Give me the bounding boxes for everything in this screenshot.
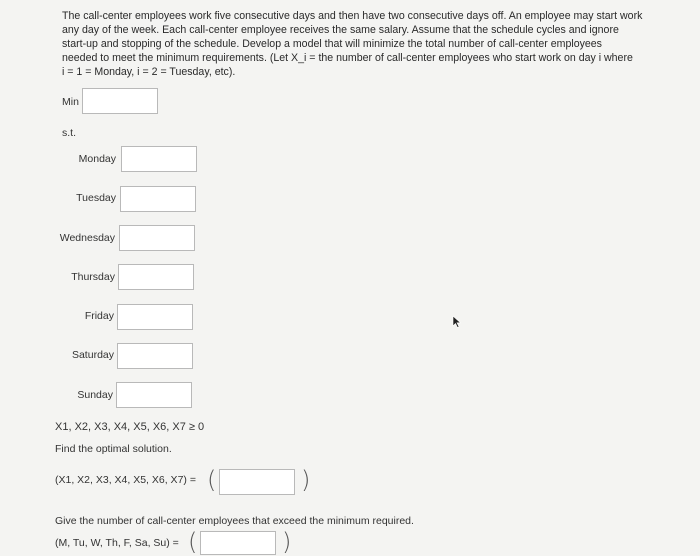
wednesday-constraint-input[interactable] [119, 225, 195, 251]
problem-statement [62, 10, 698, 80]
excess-employees-input[interactable] [200, 531, 276, 555]
excess-tuple-label: (M, Tu, W, Th, F, Sa, Su) = [55, 537, 179, 549]
left-paren-excess: ( [188, 528, 198, 556]
problem-line-5: i = 1 = Monday, i = 2 = Tuesday, etc). [62, 65, 236, 78]
excess-employees-prompt: Give the number of call-center employees that exceed the minimum required. [55, 515, 414, 527]
tuesday-label: Tuesday [76, 192, 116, 204]
saturday-label: Saturday [71, 349, 114, 361]
subject-to-label: s.t. [62, 127, 77, 139]
friday-label: Friday [84, 310, 114, 322]
sunday-constraint-input[interactable] [116, 382, 192, 408]
problem-line-4: needed to meet the minimum requirements. (Let X_i = the number of call-center employees who start work on day i where [62, 51, 633, 64]
right-paren-excess: ) [282, 528, 292, 556]
sunday-label: Sunday [77, 389, 113, 401]
mouse-cursor-icon [452, 316, 462, 328]
problem-line-3: start-up and stopping of the schedule. Develop a model that will minimize the total number of call-center employees [62, 37, 602, 50]
right-paren-optimal: ) [301, 466, 311, 494]
optimal-solution-prompt: Find the optimal solution. [55, 443, 172, 455]
tuesday-constraint-input[interactable] [120, 186, 196, 212]
wednesday-label: Wednesday [59, 232, 115, 244]
monday-constraint-input[interactable] [121, 146, 197, 172]
optimal-solution-input[interactable] [219, 469, 295, 495]
left-paren-optimal: ( [207, 466, 217, 494]
problem-line-1: The call-center employees work five consecutive days and then have two consecutive days off. An employee may start work [62, 10, 643, 22]
problem-line-2: any day of the week. Each call-center employee receives the same salary. Assume that the schedule cycles and ignore [62, 23, 619, 36]
friday-constraint-input[interactable] [117, 304, 193, 330]
monday-label: Monday [78, 153, 116, 165]
thursday-label: Thursday [71, 271, 115, 283]
saturday-constraint-input[interactable] [117, 343, 193, 369]
thursday-constraint-input[interactable] [118, 264, 194, 290]
nonnegativity-constraint: X1, X2, X3, X4, X5, X6, X7 ≥ 0 [55, 421, 205, 433]
objective-input[interactable] [82, 88, 158, 114]
min-label: Min [62, 96, 79, 108]
optimal-tuple-label: (X1, X2, X3, X4, X5, X6, X7) = [55, 474, 196, 486]
